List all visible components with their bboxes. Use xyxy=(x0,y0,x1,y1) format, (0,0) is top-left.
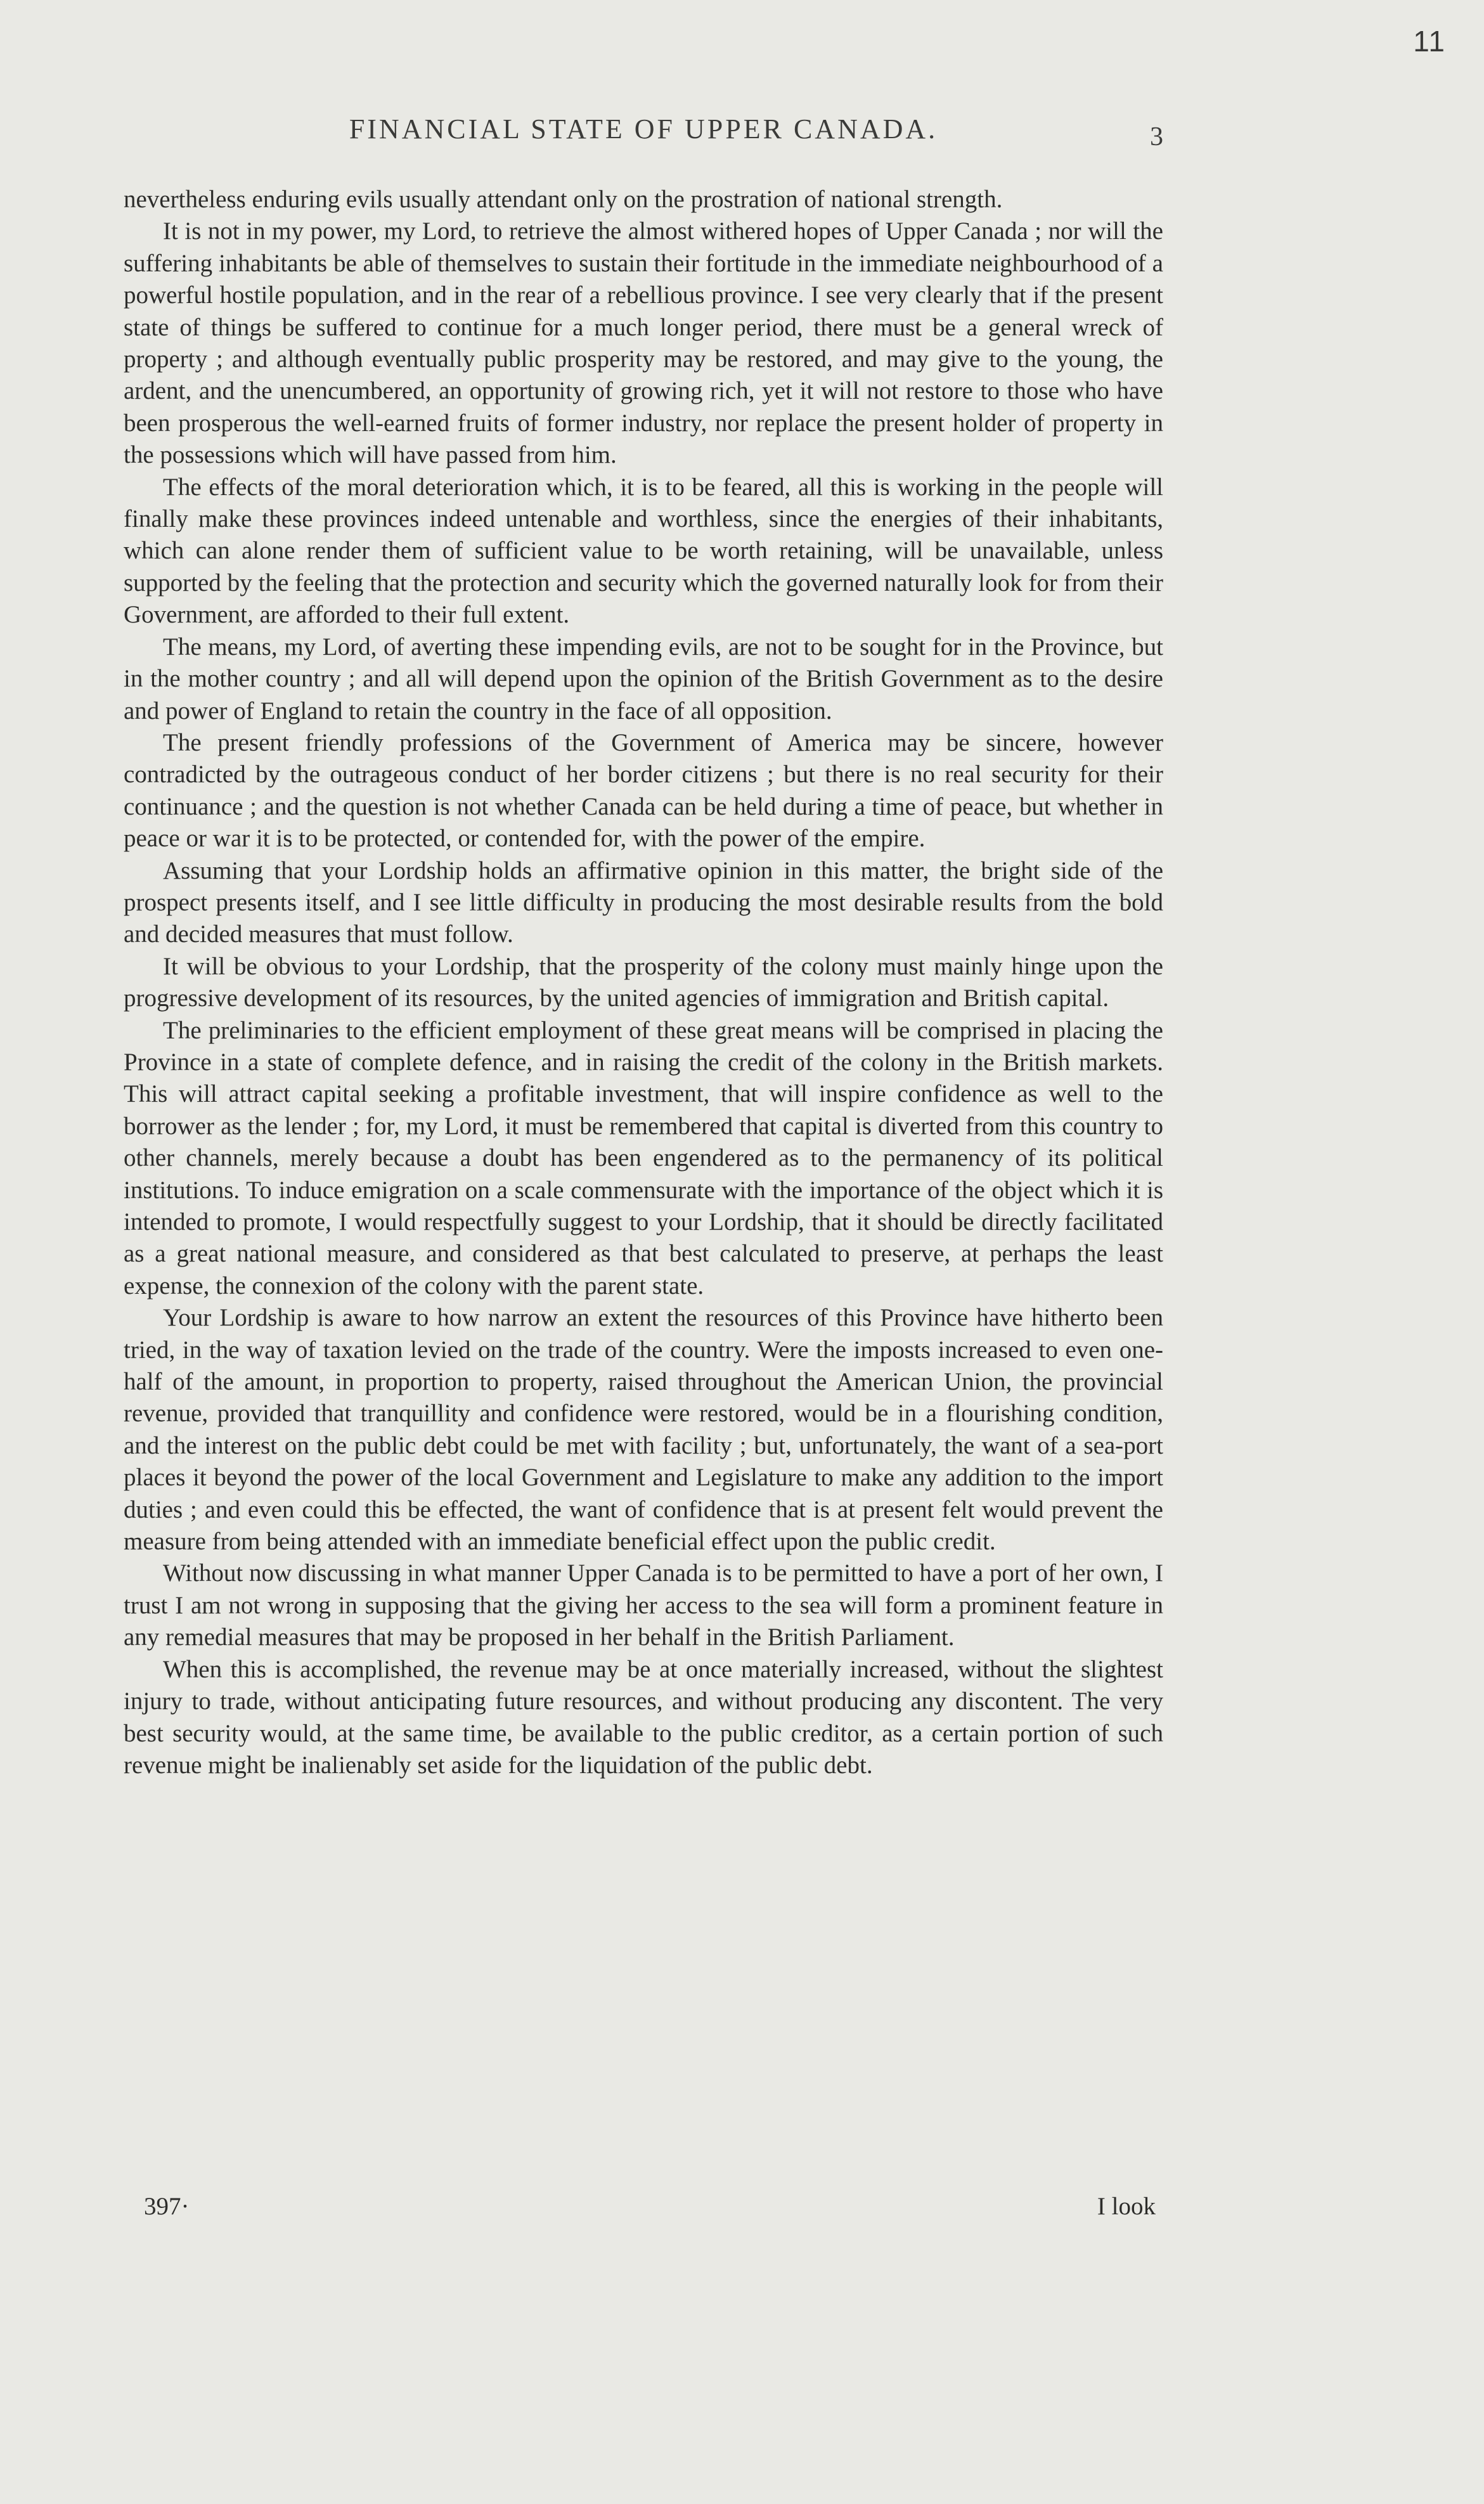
signature-mark: 397· xyxy=(144,2193,190,2220)
catchword: I look xyxy=(1097,2193,1156,2220)
paragraph: It is not in my power, my Lord, to retrieve the almost withered hopes of Upper Canada ; nor will the suffering inhabitants be able of themselves to sustain their fortitude in the immediate neighbourhood of a powerful hostile population, and in the rear of a rebellious province. I see very clearly that if the present state of things be suffered to continue for a much longer period, there must be a general wreck of property ; and although eventually public prosperity may be restored, and may give to the young, the ardent, and the unencumbered, an opportunity of growing rich, yet it will not restore to those who have been prosperous the well-earned fruits of former industry, nor replace the present holder of property in the possessions which will have passed from him. xyxy=(124,217,1163,469)
paragraph: When this is accomplished, the revenue may be at once materially increased, without the slightest injury to trade, without anticipating future resources, and without producing any discontent. The very best security would, at the same time, be available to the public creditor, as a certain portion of such revenue might be inalienably set aside for the liquidation of the public debt. xyxy=(124,1655,1163,1779)
paragraph: The present friendly professions of the Government of America may be sincere, however contradicted by the outrageous conduct of her border citizens ; but there is no real security for their continuance ; and the question is not whether Canada can be held during a time of peace, but whether in peace or war it is to be protected, or contended for, with the power of the empire. xyxy=(124,728,1163,853)
folio-number: 11 xyxy=(1413,25,1446,58)
paragraph: The preliminaries to the efficient employment of these great means will be comprised in placing the Province in a state of complete defence, and in raising the credit of the colony in the British markets. This will attract capital seeking a profitable investment, that will inspire confidence as well to the borrower as the lender ; for, my Lord, it must be remembered that capital is diverted from this country to other channels, merely because a doubt has been engendered as to the permanency of its political institutions. To induce emigration on a scale commensurate with the importance of the object which it is intended to promote, I would respectfully suggest to your Lordship, that it should be directly facilitated as a great national measure, and considered as that best calculated to preserve, at perhaps the least expense, the connexion of the colony with the parent state. xyxy=(124,1016,1163,1300)
paragraph: Your Lordship is aware to how narrow an extent the resources of this Province have hitherto been tried, in the way of taxation levied on the trade of the country. Were the imposts increased to even one-half of the amount, in proportion to property, raised throughout the American Union, the provincial revenue, provided that tranquillity and confidence were restored, would be in a flourishing condition, and the interest on the public debt could be met with facility ; but, unfortunately, the want of a sea-port places it beyond the power of the local Government and Legislature to make any addition to the import duties ; and even could this be effected, the want of confidence that is at present felt would prevent the measure from being attended with an immediate beneficial effect upon the public credit. xyxy=(124,1304,1163,1556)
paragraph: Without now discussing in what manner Upper Canada is to be permitted to have a port of her own, I trust I am not wrong in supposing that the giving her access to the sea will form a prominent feature in any remedial measures that may be proposed in her behalf in the British Parliament. xyxy=(124,1559,1163,1651)
paragraph: The effects of the moral deterioration which, it is to be feared, all this is working in the people will finally make these provinces indeed untenable and worthless, since the energies of their inhabitants, which can alone render them of sufficient value to be worth retaining, will be unavailable, unless supported by the feeling that the protection and security which the governed naturally look for from their Government, are afforded to their full extent. xyxy=(124,473,1163,629)
paragraph: Assuming that your Lordship holds an affirmative opinion in this matter, the bright side of the prospect presents itself, and I see little difficulty in producing the most desirable results from the bold and decided measures that must follow. xyxy=(124,856,1163,948)
body-text xyxy=(124,184,1163,1781)
paragraph: It will be obvious to your Lordship, that the prosperity of the colony must mainly hinge upon the progressive development of its resources, by the united agencies of immigration and British capital. xyxy=(124,952,1163,1012)
page-number: 3 xyxy=(1150,122,1163,152)
running-head xyxy=(124,113,1163,157)
paragraph: The means, my Lord, of averting these impending evils, are not to be sought for in the Province, but in the mother country ; and all will depend upon the opinion of the British Government as to the desire and power of England to retain the country in the face of all opposition. xyxy=(124,633,1163,725)
running-title: FINANCIAL STATE OF UPPER CANADA. xyxy=(349,113,938,145)
paragraph-continued: nevertheless enduring evils usually attendant only on the prostration of national strength. xyxy=(124,186,1003,213)
page-footer xyxy=(124,2192,1163,2228)
